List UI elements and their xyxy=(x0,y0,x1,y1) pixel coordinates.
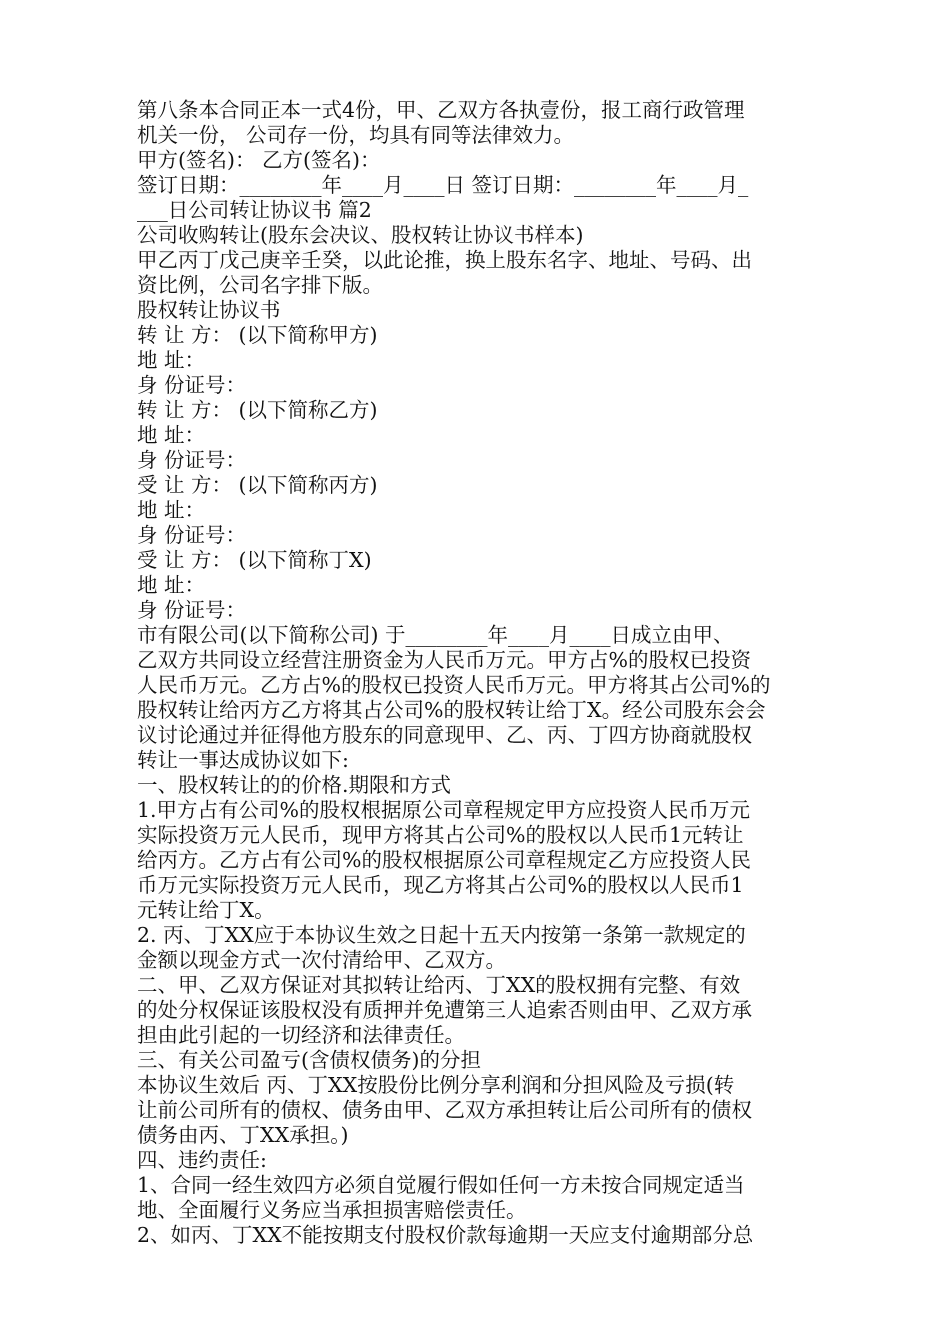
document-body xyxy=(137,98,817,1248)
text-line: 身 份证号： xyxy=(137,448,247,472)
text-line: 身 份证号： xyxy=(137,373,247,397)
section-heading: 二、甲、乙双方保证对其拟转让给丙、丁XX的股权拥有完整、有效 xyxy=(137,973,741,997)
text-line: 实际投资万元人民币，现甲方将其占公司%的股权以人民币1元转让 xyxy=(137,823,744,847)
text-line: 债务由丙、丁XX承担。) xyxy=(137,1123,349,1147)
text-line: 金额以现金方式一次付清给甲、乙双方。 xyxy=(137,948,506,972)
text-line: 的处分权保证该股权没有质押并免遭第三人追索否则由甲、乙双方承 xyxy=(137,998,752,1022)
text-line: 甲乙丙丁戊己庚辛壬癸，以此论推，换上股东名字、地址、号码、出 xyxy=(137,248,752,272)
text-line: 让前公司所有的债权、债务由甲、乙双方承担转让后公司所有的债权 xyxy=(137,1098,752,1122)
text-line: 元转让给丁X。 xyxy=(137,898,275,922)
text-line: 议讨论通过并征得他方股东的同意现甲、乙、丙、丁四方协商就股权 xyxy=(137,723,752,747)
text-line: 地 址： xyxy=(137,348,206,372)
text-line: 转 让 方： (以下简称甲方) xyxy=(137,323,378,347)
text-line: 身 份证号： xyxy=(137,598,247,622)
text-line: 转让一事达成协议如下: xyxy=(137,748,349,772)
text-line: 地 址： xyxy=(137,573,206,597)
text-line: 资比例，公司名字排下版。 xyxy=(137,273,383,297)
text-line: 币万元实际投资万元人民币，现乙方将其占公司%的股权以人民币1 xyxy=(137,873,744,897)
text-line: 人民币万元。乙方占%的股权已投资人民币万元。甲方将其占公司%的 xyxy=(137,673,771,697)
section-heading: 一、股权转让的的价格.期限和方式 xyxy=(137,773,452,797)
text-line: 乙双方共同设立经营注册资金为人民币万元。甲方占%的股权已投资 xyxy=(137,648,751,672)
text-line: 本协议生效后 丙、丁XX按股份比例分享利润和分担风险及亏损(转 xyxy=(137,1073,735,1097)
text-line: 地 址： xyxy=(137,498,206,522)
text-line: 1、合同一经生效四方必须自觉履行假如任何一方未按合同规定适当 xyxy=(137,1173,745,1197)
text-line: 转 让 方： (以下简称乙方) xyxy=(137,398,378,422)
text-line: 受 让 方： (以下简称丙方) xyxy=(137,473,378,497)
text-line: 受 让 方： (以下简称丁X) xyxy=(137,548,372,572)
text-line: 担由此引起的一切经济和法律责任。 xyxy=(137,1023,465,1047)
text-line: 甲方(签名)： 乙方(签名)： xyxy=(137,148,381,172)
text-line: 2. 丙、丁XX应于本协议生效之日起十五天内按第一条第一款规定的 xyxy=(137,923,746,947)
text-line: 2、如丙、丁XX不能按期支付股权价款每逾期一天应支付逾期部分总 xyxy=(137,1223,754,1247)
text-line: 地、全面履行义务应当承担损害赔偿责任。 xyxy=(137,1198,527,1222)
text-line: 机关一份， 公司存一份，均具有同等法律效力。 xyxy=(137,123,575,147)
text-line: 第八条本合同正本一式4份，甲、乙双方各执壹份，报工商行政管理 xyxy=(137,98,745,122)
section-heading: 四、违约责任: xyxy=(137,1148,267,1172)
text-line: ___日公司转让协议书 篇2 xyxy=(137,198,372,222)
text-line: 身 份证号： xyxy=(137,523,247,547)
text-line: 市有限公司(以下简称公司) 于________年____月____日成立由甲、 xyxy=(137,623,734,647)
text-line: 1.甲方占有公司%的股权根据原公司章程规定甲方应投资人民币万元 xyxy=(137,798,751,822)
text-line: 给丙方。乙方占有公司%的股权根据原公司章程规定乙方应投资人民 xyxy=(137,848,751,872)
text-line: 签订日期：________年____月____日 签订日期：________年____月_ xyxy=(137,173,749,197)
section-heading: 三、有关公司盈亏(含债权债务)的分担 xyxy=(137,1048,481,1072)
text-line: 股权转让给丙方乙方将其占公司%的股权转让给丁X。经公司股东会会 xyxy=(137,698,766,722)
text-line: 公司收购转让(股东会决议、股权转让协议书样本) xyxy=(137,223,584,247)
text-line: 地 址： xyxy=(137,423,206,447)
section-title: 股权转让协议书 xyxy=(137,298,281,322)
